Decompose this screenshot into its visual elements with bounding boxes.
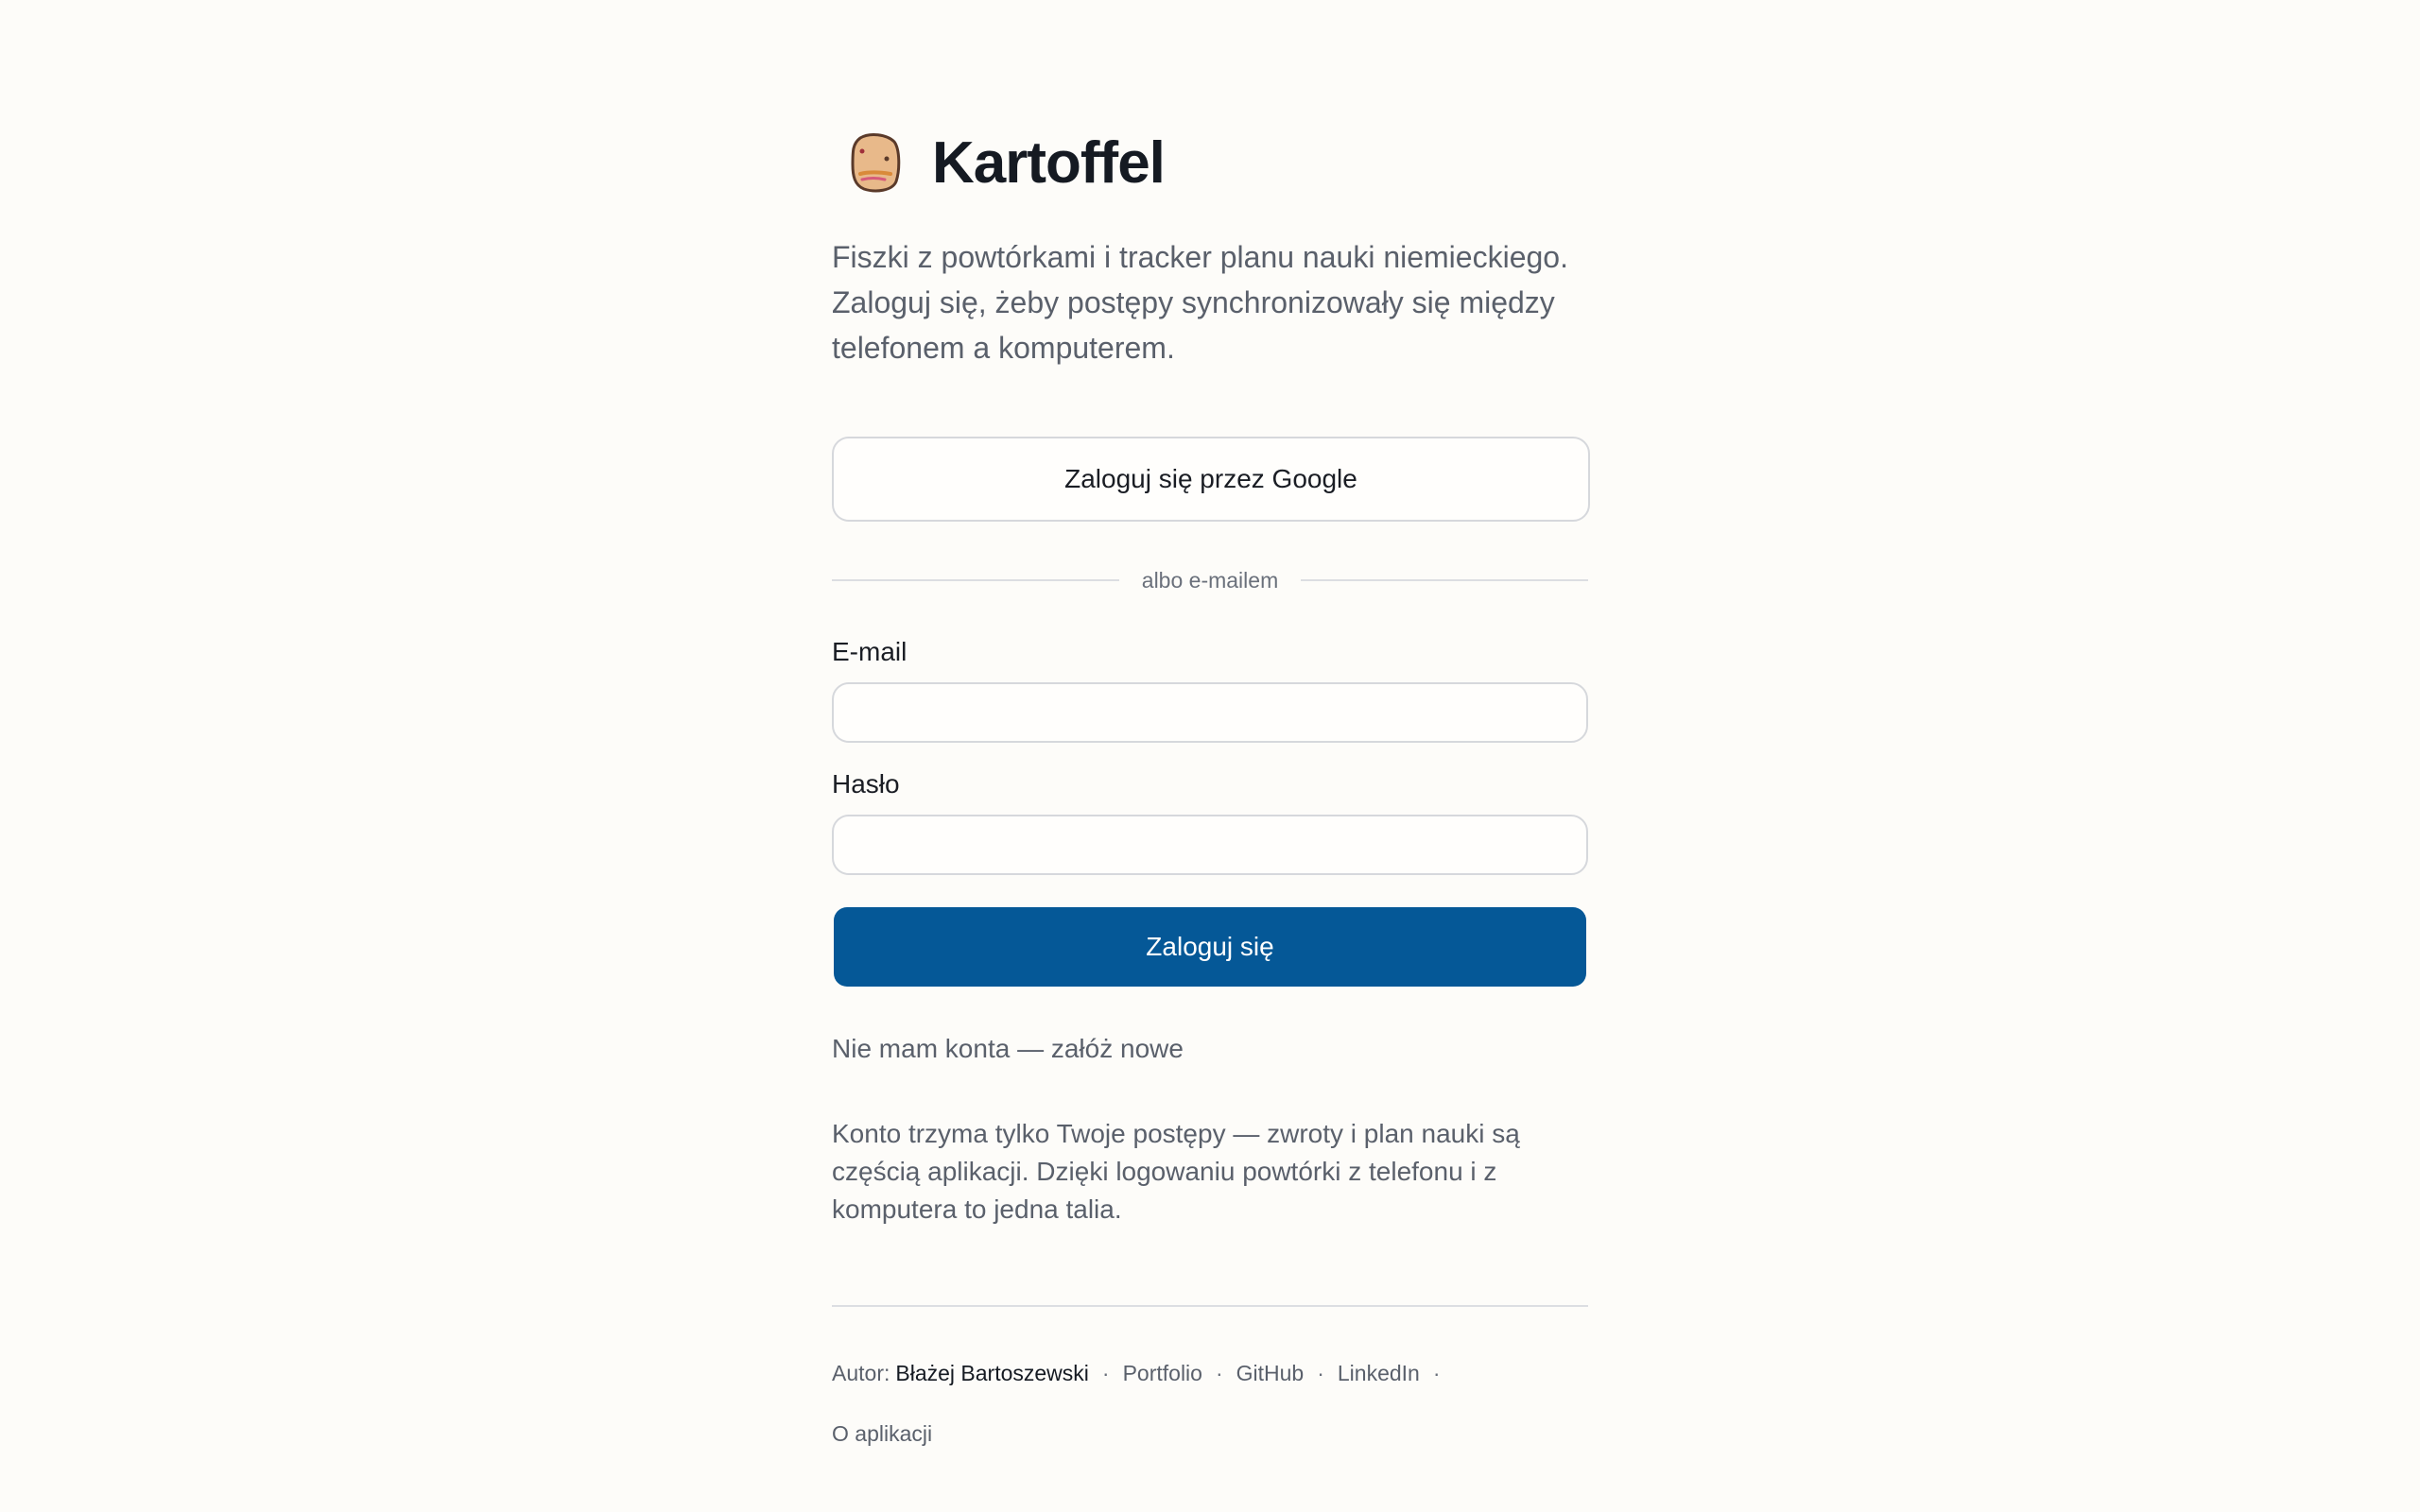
account-note: Konto trzyma tylko Twoje postępy — zwroty i plan nauki są częścią aplikacji. Dzięki logowaniu powtórki z telefonu i z komputera to jedna talia. [832, 1119, 1520, 1224]
footer-separator: · [1215, 1361, 1223, 1385]
email-label: E-mail [832, 637, 908, 666]
portfolio-link[interactable]: Portfolio [1122, 1361, 1202, 1385]
google-login-button[interactable]: Zaloguj się przez Google [832, 437, 1590, 522]
brand-header [832, 125, 1165, 200]
footer-links-row [832, 1361, 1454, 1386]
potato-icon [847, 132, 904, 193]
login-button[interactable]: Zaloguj się [834, 907, 1586, 987]
intro-text: Fiszki z powtórkami i tracker planu nauki niemieckiego. Zaloguj się, żeby postępy synchronizowały się między telefonem a komputerem. [832, 240, 1568, 365]
footer-separator: · [1317, 1361, 1324, 1385]
divider-line-right [1301, 579, 1588, 581]
author-name: Błażej Bartoszewski [895, 1361, 1089, 1385]
footer-divider [832, 1305, 1588, 1307]
divider-line-left [832, 579, 1119, 581]
footer-separator: · [1432, 1361, 1441, 1385]
email-field[interactable] [832, 682, 1588, 743]
footer-separator: · [1101, 1361, 1110, 1385]
about-link[interactable]: O aplikacji [832, 1421, 933, 1446]
password-label: Hasło [832, 769, 900, 799]
login-page [832, 0, 1588, 1512]
linkedin-link[interactable]: LinkedIn [1337, 1361, 1420, 1385]
footer-about-row [832, 1421, 932, 1447]
divider-text: albo e-mailem [1141, 567, 1279, 593]
app-title: Kartoffel [932, 129, 1165, 196]
github-link[interactable]: GitHub [1236, 1361, 1305, 1385]
signup-link[interactable]: Nie mam konta — załóż nowe [832, 1034, 1184, 1063]
author-prefix: Autor: [832, 1361, 890, 1385]
password-field[interactable] [832, 815, 1588, 875]
login-divider [832, 561, 1588, 599]
